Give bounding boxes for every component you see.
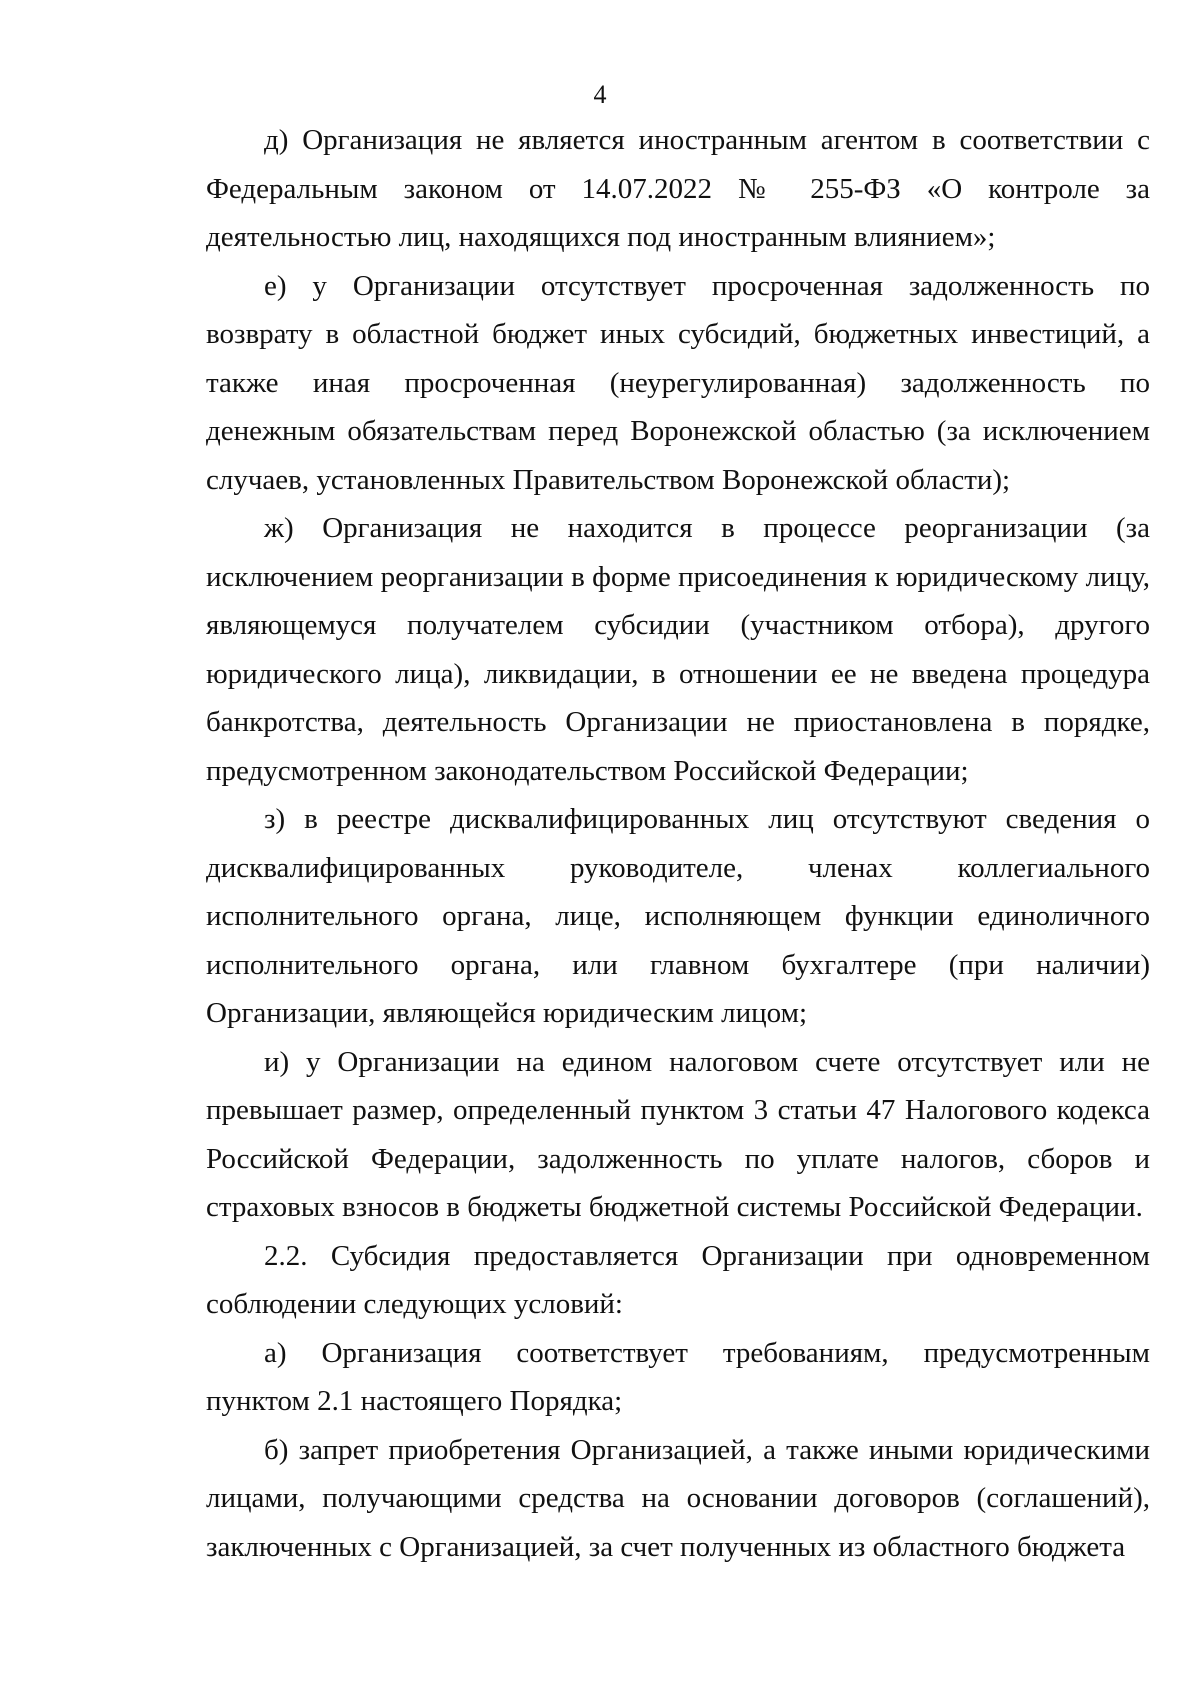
paragraph-z: з) в реестре дисквалифицированных лиц отсутствуют сведения о дисквалифицированных руководителе, членах коллегиального исполнительного органа, лице, исполняющем функции единоличного исполнительного органа, или главном бухгалтере (при наличии) Организации, являющейся юридическим лицом; [206,803,1150,1029]
paragraph-e: е) у Организации отсутствует просроченная задолженность по возврату в областной бюджет иных субсидий, бюджетных инвестиций, а также иная просроченная (неурегулированная) задолженность по денежным обязательствам перед Воронежской областью (за исключением случаев, установленных Правительством Воронежской области); [206,269,1150,496]
page-number: 4 [593,80,607,109]
paragraph-zh: ж) Организация не находится в процессе реорганизации (за исключением реорганизации в форме присоединения к юридическому лицу, являющемуся получателем субсидии (участником отбора), другого юридического лица), ликвидации, в отношении ее не введена процедура банкротства, деятельность Организации не приостановлена в порядке, предусмотренном законодательством Российской Федерации; [206,512,1150,787]
paragraph-b: б) запрет приобретения Организацией, а также иными юридическими лицами, получающими средства на основании договоров (соглашений), заключенных с Организацией, за счет полученных из областного бюджета [206,1433,1150,1563]
document-body [206,116,1150,1571]
paragraph-d: д) Организация не является иностранным агентом в соответствии с Федеральным законом от 14.07.2022 № 255-ФЗ «О контроле за деятельностью лиц, находящихся под иностранным влиянием»; [206,124,1150,253]
paragraph-a: а) Организация соответствует требованиям, предусмотренным пунктом 2.1 настоящего Порядка; [206,1336,1150,1417]
paragraph-2-2: 2.2. Субсидия предоставляется Организации при одновременном соблюдении следующих условий: [206,1239,1150,1320]
paragraph-i: и) у Организации на едином налоговом счете отсутствует или не превышает размер, определенный пунктом 3 статьи 47 Налогового кодекса Российской Федерации, задолженность по уплате налогов, сборов и страховых взносов в бюджеты бюджетной системы Российской Федерации. [206,1045,1150,1223]
